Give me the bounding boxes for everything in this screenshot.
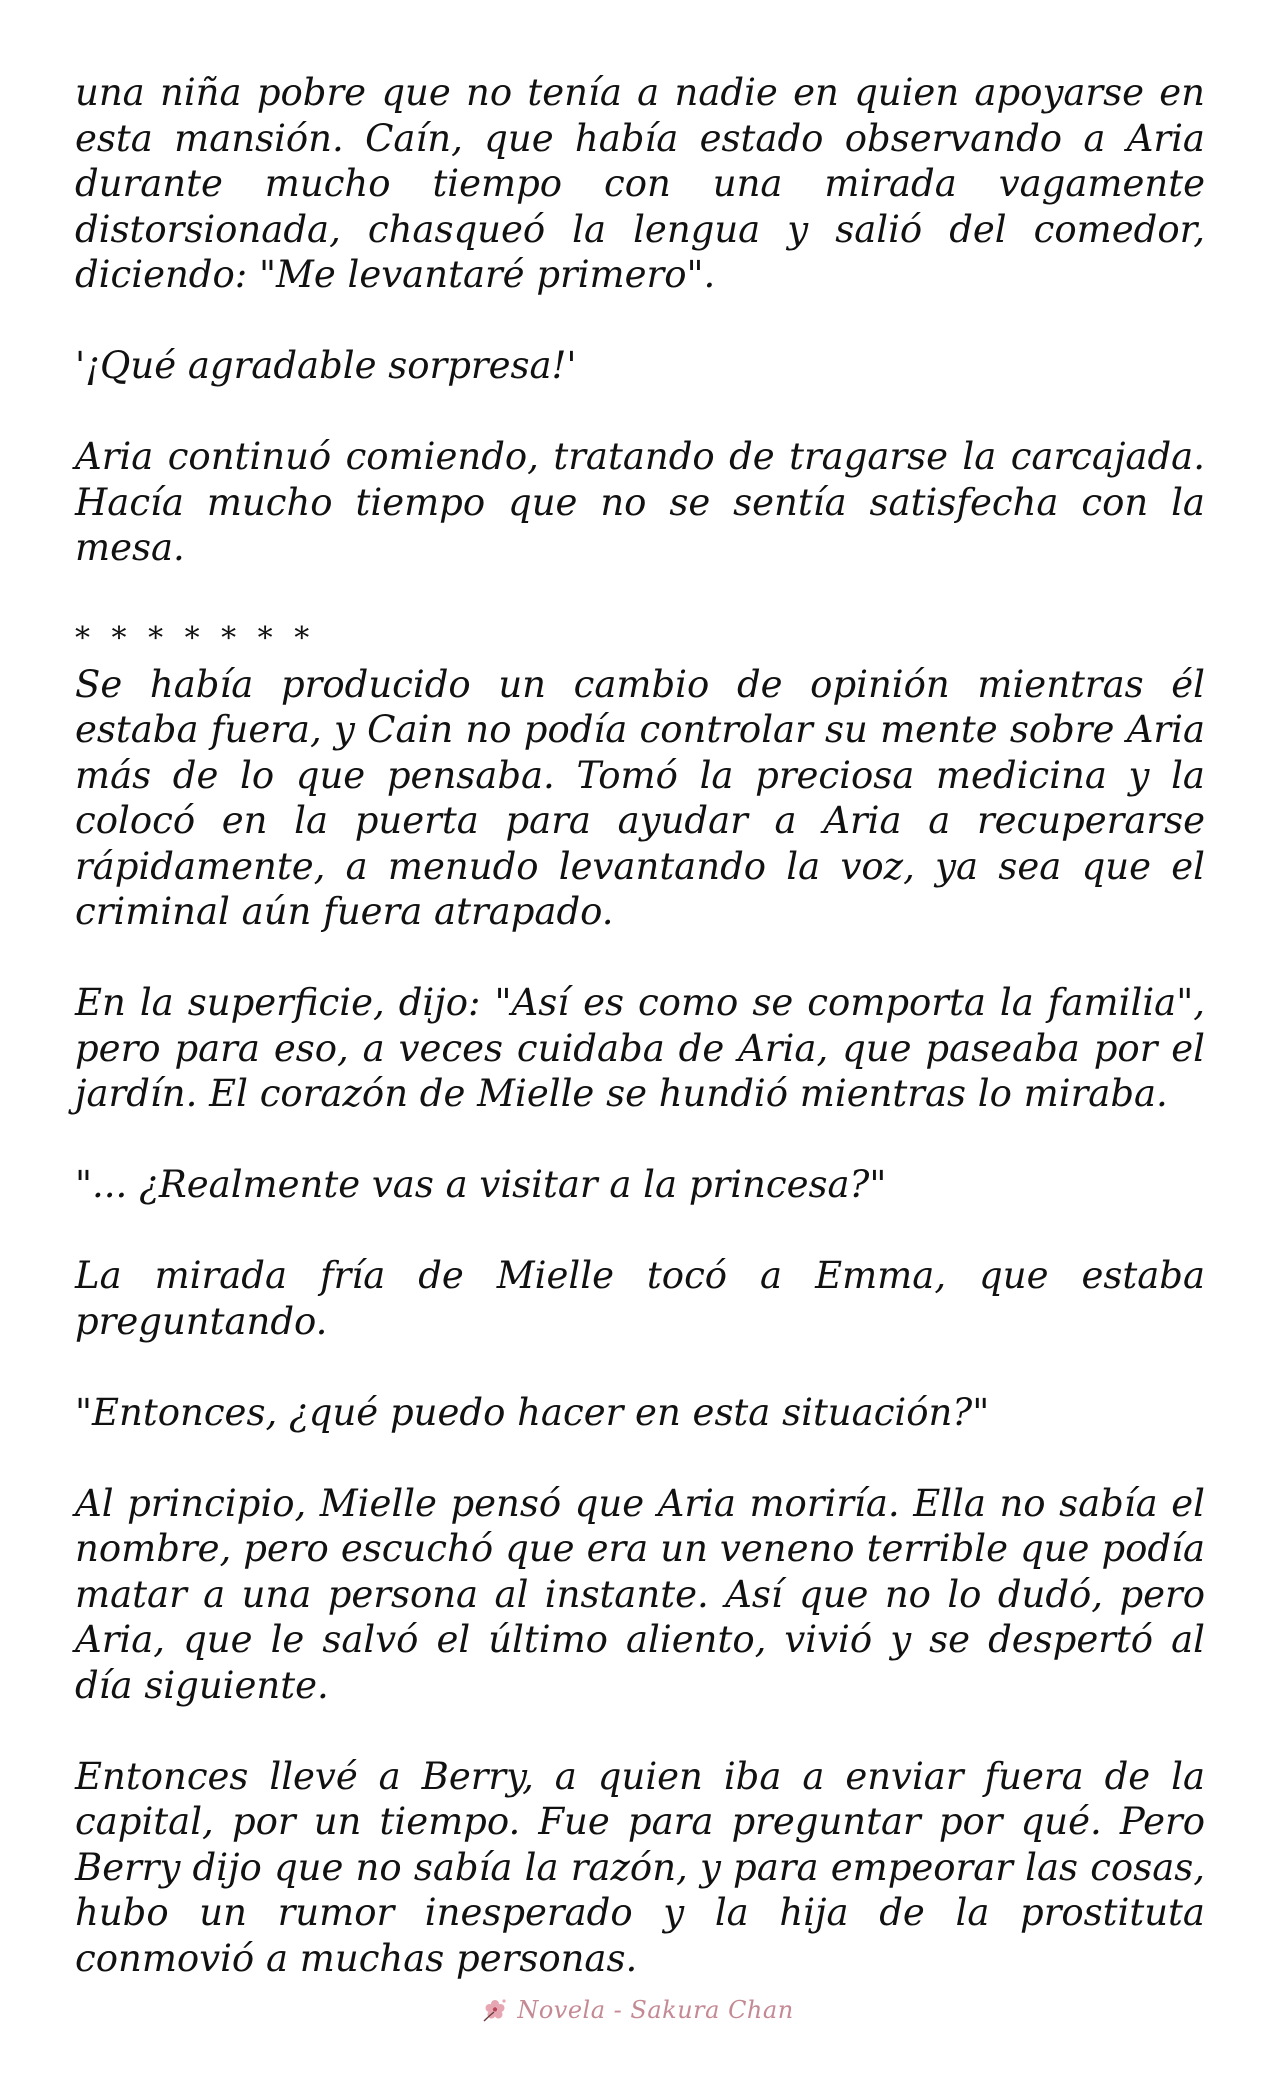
paragraph-3: Aria continuó comiendo, tratando de tragarse la carcajada. Hacía mucho tiempo que no se sentía satisfecha con la mesa. — [75, 435, 1205, 569]
page-body — [75, 70, 1205, 1981]
paragraph-9: Al principio, Mielle pensó que Aria moriría. Ella no sabía el nombre, pero escuchó que era un veneno terrible que podía matar a una persona al instante. Así que no lo dudó, pero Aria, que le salvó el último aliento, vivió y se despertó al día siguiente. — [75, 1481, 1205, 1707]
paragraph-4: Se había producido un cambio de opinión mientras él estaba fuera, y Cain no podía controlar su mente sobre Aria más de lo que pensaba. Tomó la preciosa medicina y la colocó en la puerta para ayudar a Aria a recuperarse rápidamente, a menudo levantando la voz, ya sea que el criminal aún fuera atrapado. — [75, 662, 1205, 933]
paragraph-1: una niña pobre que no tenía a nadie en quien apoyarse en esta mansión. Caín, que había estado observando a Aria durante mucho tiempo con una mirada vagamente distorsionada, chasqueó la lengua y salió del comedor, diciendo: "Me levantaré primero". — [75, 71, 1205, 296]
paragraph-2: '¡Qué agradable sorpresa!' — [75, 344, 577, 387]
paragraph-10: Entonces llevé a Berry, a quien iba a enviar fuera de la capital, por un tiempo. Fue para preguntar por qué. Pero Berry dijo que no sabía la razón, y para empeorar las cosas, hubo un rumor inesperado y la hija de la prostituta conmovió a muchas personas. — [75, 1754, 1205, 1980]
cherry-blossom-icon — [481, 1996, 509, 2024]
scene-separator: * * * * * * * — [75, 621, 316, 656]
paragraph-8: "Entonces, ¿qué puedo hacer en esta situación?" — [75, 1390, 990, 1434]
paragraph-6: "... ¿Realmente vas a visitar a la princesa?" — [75, 1163, 887, 1206]
footer-credit — [0, 1996, 1275, 2024]
paragraph-7: La mirada fría de Mielle tocó a Emma, que estaba preguntando. — [75, 1254, 1205, 1343]
paragraph-5: En la superficie, dijo: "Así es como se comporta la familia", pero para eso, a veces cuidaba de Aria, que paseaba por el jardín. El corazón de Mielle se hundió mientras lo miraba. — [75, 981, 1205, 1115]
credit-text: Novela - Sakura Chan — [517, 1996, 794, 2024]
